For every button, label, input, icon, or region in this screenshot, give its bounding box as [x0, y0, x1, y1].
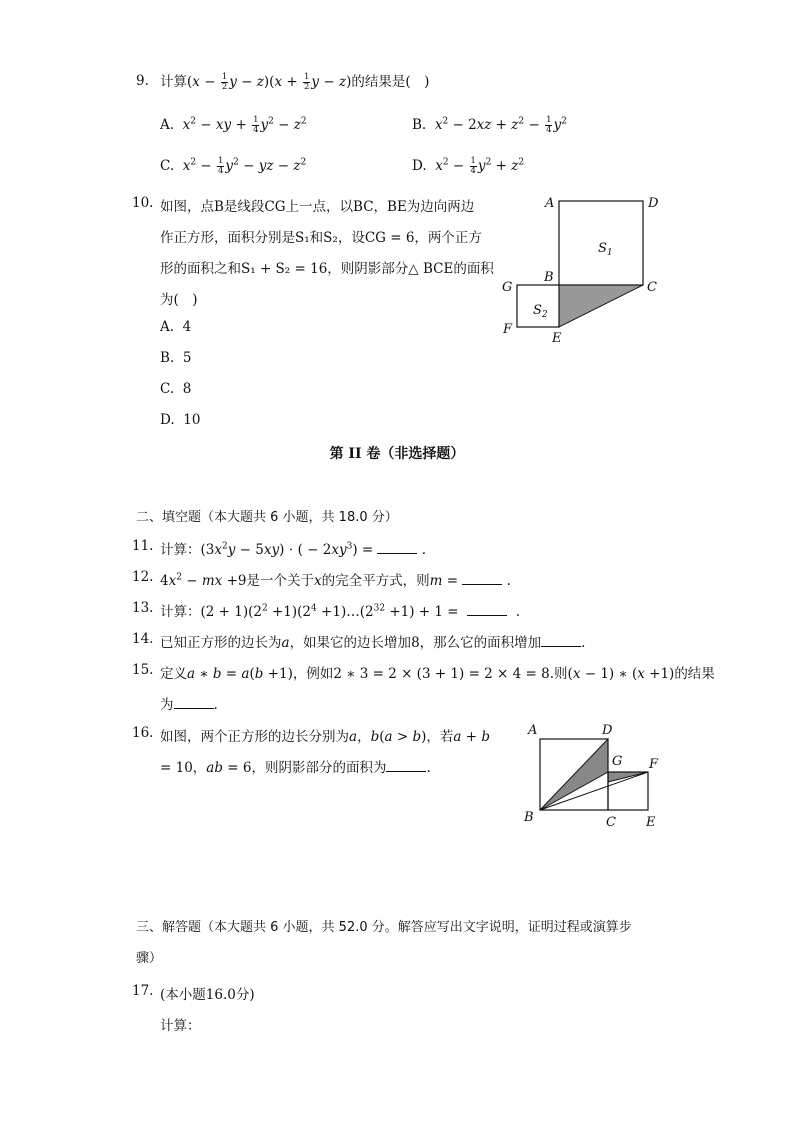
q16-shaded-left	[540, 739, 608, 810]
q17-number: 17.	[132, 983, 154, 999]
q10-figure	[495, 190, 670, 350]
q9-option-b[interactable]: B. $x^2 - 2xz + z^2$ − $\frac{1}{4}$ $y^2$	[412, 115, 567, 135]
q16-shaded-right	[608, 772, 648, 782]
q16-figure	[520, 720, 665, 832]
q10-label-b: B	[544, 270, 554, 285]
q10-label-c: C	[647, 280, 657, 295]
q16-label-b: B	[524, 810, 534, 825]
q9-number: 9.	[136, 73, 149, 89]
q10-option-b[interactable]: B. 5	[160, 350, 192, 366]
q10-label-a: A	[545, 196, 555, 211]
q10-line2: 作正方形，面积分别是S₁和S₂，设CG = 6，两个正方	[160, 230, 482, 246]
q17-score: (本小题16.0分)	[160, 987, 255, 1003]
volume-title: 第 II 卷（非选择题）	[329, 446, 465, 462]
q16-label-a: A	[528, 723, 538, 738]
q10-option-d[interactable]: D. 10	[160, 412, 201, 428]
q15-line2: 为 .	[160, 697, 218, 713]
q10-label-s1: $S_1$	[598, 241, 613, 258]
q16-label-g: G	[612, 754, 623, 769]
q10-label-e: E	[552, 331, 562, 346]
q10-label-f: F	[503, 322, 513, 337]
q16-label-e: E	[646, 815, 656, 830]
q10-option-a[interactable]: A. 4	[160, 319, 192, 335]
section3-header-line1: 三、解答题（本大题共 6 小题，共 52.0 分。解答应写出文字说明，证明过程或演算步	[136, 920, 632, 935]
q16-label-d: D	[602, 723, 613, 738]
q10-line3: 形的面积之和S₁ + S₂ = 16，则阴影部分△ BCE的面积	[160, 261, 494, 277]
q9-option-d[interactable]: D. $x^2$ − $\frac{1}{4}$ $y^2 + z^2$	[412, 156, 525, 176]
q15-number: 15.	[132, 662, 154, 678]
q10-line4: 为( )	[160, 292, 198, 308]
q10-line1: 如图，点B是线段CG上一点，以BC，BE为边向两边	[160, 199, 475, 215]
section3-header-line2: 骤）	[136, 951, 163, 966]
q12-text: $4x^2$ − mx +9是一个关于x的完全平方式，则m = .	[160, 572, 511, 589]
q16-label-f: F	[649, 757, 659, 772]
section2-header: 二、填空题（本大题共 6 小题，共 18.0 分）	[136, 510, 398, 525]
q11-text: 计算：$(3x^2y - 5xy)$ ⋅ ( − $2xy^3$) = .	[160, 541, 427, 558]
q10-shaded-triangle	[559, 285, 643, 327]
q9-option-a[interactable]: A. $x^2$ − xy + $\frac{1}{4}$ $y^2 - z^2$	[160, 115, 307, 135]
q14-number: 14.	[132, 631, 154, 647]
q10-number: 10.	[132, 195, 154, 211]
q10-label-s2: $S_2$	[533, 303, 548, 320]
q14-text: 已知正方形的边长为a，如果它的边长增加8，那么它的面积增加 .	[160, 635, 586, 651]
q16-line1: 如图，两个正方形的边长分别为a，b(a > b)，若a + b	[160, 729, 491, 745]
q13-text: 计算：$(2 + 1)(2^2 +1)(2^4$ $+1)\dots(2^{32} +1) + 1$ = .	[160, 603, 521, 620]
q10-label-d: D	[648, 196, 659, 211]
q17-prompt: 计算：	[160, 1018, 201, 1034]
q16-number: 16.	[132, 725, 154, 741]
q9-stem: 计算(x − $\frac{1}{2}$ y − z)(x + $\frac{1}{2}$ y − z)的结果是( )	[160, 72, 430, 92]
q16-line2: = 10，ab = 6，则阴影部分的面积为 .	[160, 760, 431, 776]
q16-label-c: C	[606, 815, 616, 830]
q12-number: 12.	[132, 569, 154, 585]
q10-label-g: G	[502, 280, 513, 295]
q15-text: 定义a ∗ b = a(b +1)，例如2 ∗ 3 = 2 × (3 + 1) = 2 × 4 = 8.则(x − 1) ∗ (x +1)的结果	[160, 666, 715, 682]
q10-option-c[interactable]: C. 8	[160, 381, 192, 397]
q11-number: 11.	[132, 538, 154, 554]
q9-option-c[interactable]: C. $x^2$ − $\frac{1}{4}$ $y^2$ − yz − $z^2$	[160, 156, 307, 176]
q13-number: 13.	[132, 600, 154, 616]
